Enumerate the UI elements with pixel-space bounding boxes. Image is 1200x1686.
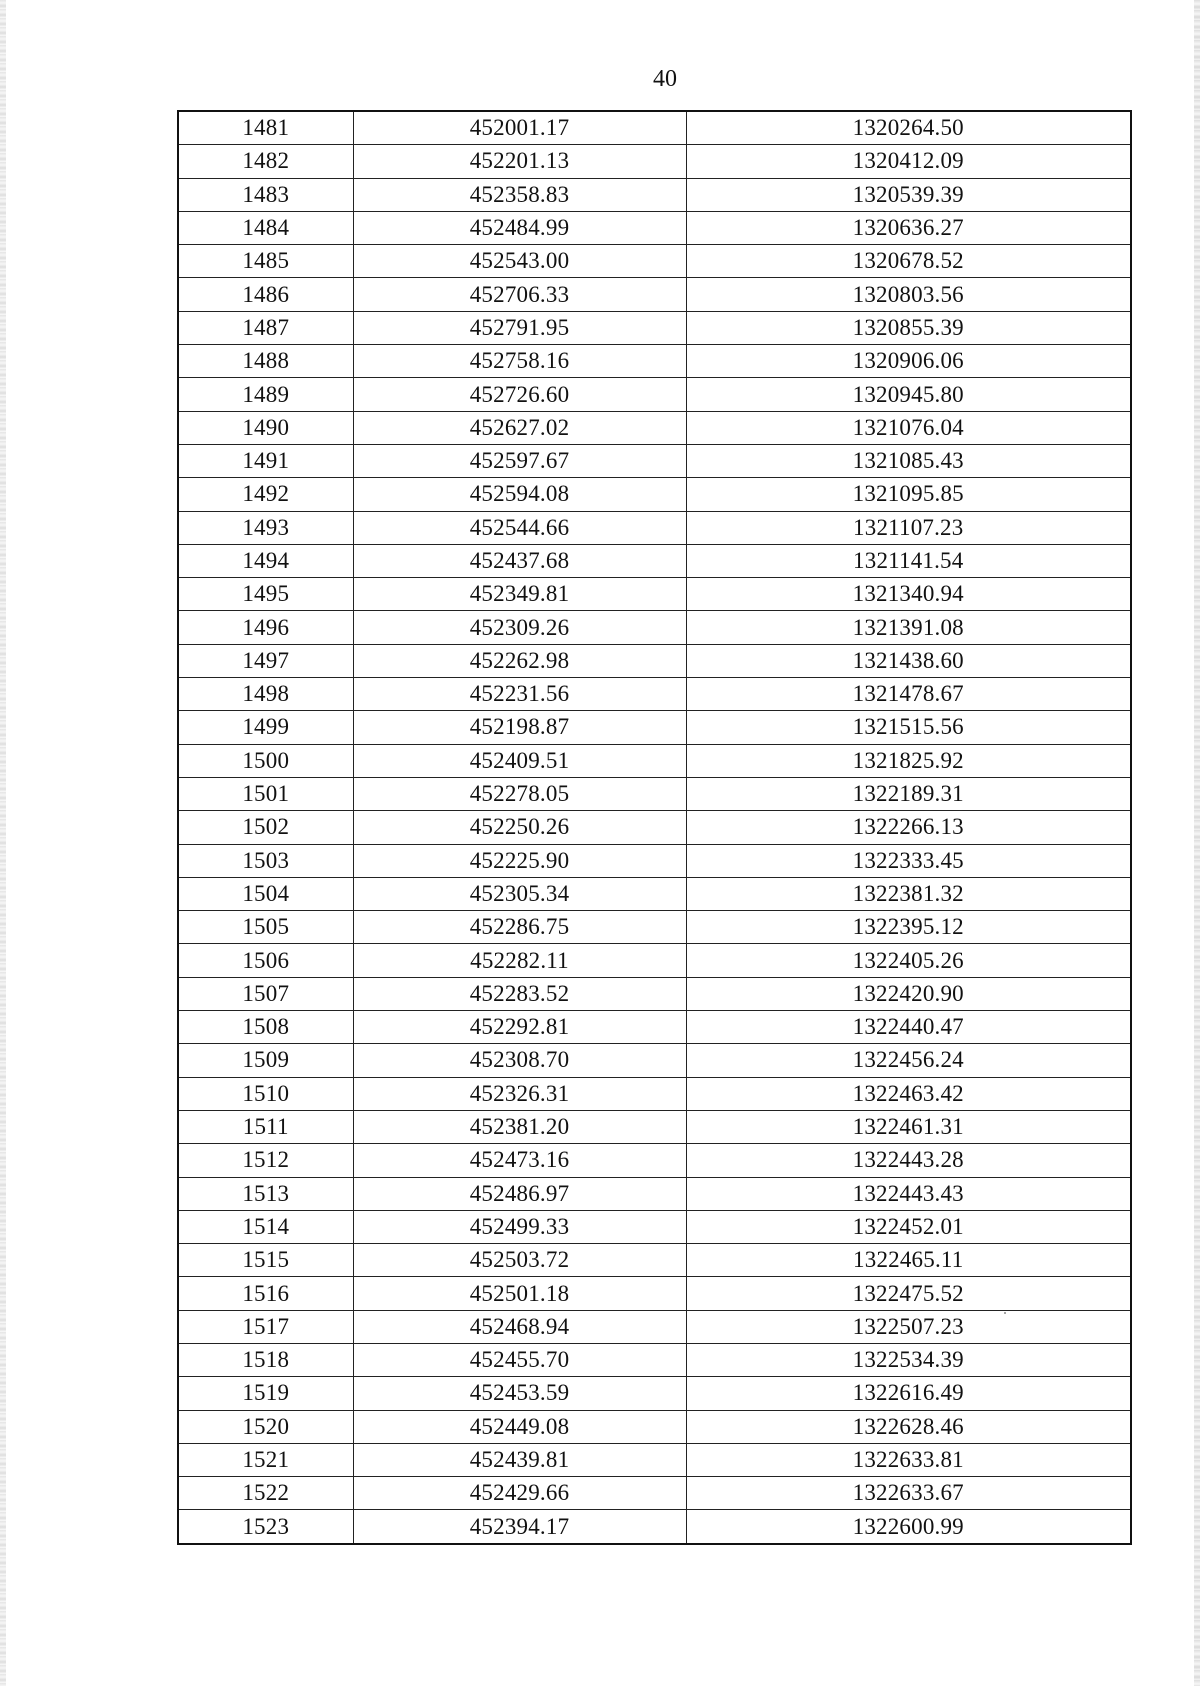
table-row bbox=[178, 1011, 1131, 1044]
y-coordinate-cell: 1322189.31 bbox=[686, 777, 1131, 810]
y-coordinate-cell: 1321107.23 bbox=[686, 511, 1131, 544]
point-number-cell: 1515 bbox=[178, 1244, 353, 1277]
x-coordinate-cell: 452544.66 bbox=[353, 511, 686, 544]
x-coordinate-cell: 452453.59 bbox=[353, 1377, 686, 1410]
table-row bbox=[178, 744, 1131, 777]
y-coordinate-cell: 1320803.56 bbox=[686, 278, 1131, 311]
point-number-cell: 1493 bbox=[178, 511, 353, 544]
y-coordinate-cell: 1322463.42 bbox=[686, 1077, 1131, 1110]
y-coordinate-cell: 1321825.92 bbox=[686, 744, 1131, 777]
y-coordinate-cell: 1322440.47 bbox=[686, 1011, 1131, 1044]
table-row bbox=[178, 1244, 1131, 1277]
table-row bbox=[178, 1477, 1131, 1510]
scan-edge-right bbox=[1194, 0, 1200, 1686]
x-coordinate-cell: 452501.18 bbox=[353, 1277, 686, 1310]
x-coordinate-cell: 452292.81 bbox=[353, 1011, 686, 1044]
x-coordinate-cell: 452484.99 bbox=[353, 211, 686, 244]
point-number-cell: 1507 bbox=[178, 977, 353, 1010]
table-row bbox=[178, 1277, 1131, 1310]
point-number-cell: 1506 bbox=[178, 944, 353, 977]
point-number-cell: 1484 bbox=[178, 211, 353, 244]
table-row bbox=[178, 811, 1131, 844]
x-coordinate-cell: 452499.33 bbox=[353, 1210, 686, 1243]
table-row bbox=[178, 678, 1131, 711]
x-coordinate-cell: 452198.87 bbox=[353, 711, 686, 744]
y-coordinate-cell: 1322633.81 bbox=[686, 1443, 1131, 1476]
y-coordinate-cell: 1320412.09 bbox=[686, 145, 1131, 178]
table-row bbox=[178, 611, 1131, 644]
table-row bbox=[178, 1343, 1131, 1376]
table-row bbox=[178, 511, 1131, 544]
point-number-cell: 1494 bbox=[178, 544, 353, 577]
table-row bbox=[178, 211, 1131, 244]
point-number-cell: 1491 bbox=[178, 444, 353, 477]
table-row bbox=[178, 977, 1131, 1010]
x-coordinate-cell: 452437.68 bbox=[353, 544, 686, 577]
table-row bbox=[178, 1177, 1131, 1210]
y-coordinate-cell: 1322405.26 bbox=[686, 944, 1131, 977]
x-coordinate-cell: 452439.81 bbox=[353, 1443, 686, 1476]
y-coordinate-cell: 1321095.85 bbox=[686, 478, 1131, 511]
y-coordinate-cell: 1322534.39 bbox=[686, 1343, 1131, 1376]
table-row bbox=[178, 1110, 1131, 1143]
point-number-cell: 1523 bbox=[178, 1510, 353, 1544]
table-row bbox=[178, 711, 1131, 744]
y-coordinate-cell: 1321085.43 bbox=[686, 444, 1131, 477]
point-number-cell: 1517 bbox=[178, 1310, 353, 1343]
table-row bbox=[178, 1510, 1131, 1544]
x-coordinate-cell: 452349.81 bbox=[353, 578, 686, 611]
point-number-cell: 1499 bbox=[178, 711, 353, 744]
x-coordinate-cell: 452706.33 bbox=[353, 278, 686, 311]
point-number-cell: 1482 bbox=[178, 145, 353, 178]
table-row bbox=[178, 777, 1131, 810]
point-number-cell: 1521 bbox=[178, 1443, 353, 1476]
table-row bbox=[178, 178, 1131, 211]
table-row bbox=[178, 544, 1131, 577]
point-number-cell: 1508 bbox=[178, 1011, 353, 1044]
y-coordinate-cell: 1322456.24 bbox=[686, 1044, 1131, 1077]
x-coordinate-cell: 452201.13 bbox=[353, 145, 686, 178]
point-number-cell: 1510 bbox=[178, 1077, 353, 1110]
table-row bbox=[178, 877, 1131, 910]
point-number-cell: 1513 bbox=[178, 1177, 353, 1210]
y-coordinate-cell: 1322465.11 bbox=[686, 1244, 1131, 1277]
y-coordinate-cell: 1322443.43 bbox=[686, 1177, 1131, 1210]
point-number-cell: 1501 bbox=[178, 777, 353, 810]
x-coordinate-cell: 452262.98 bbox=[353, 644, 686, 677]
y-coordinate-cell: 1322333.45 bbox=[686, 844, 1131, 877]
y-coordinate-cell: 1321515.56 bbox=[686, 711, 1131, 744]
point-number-cell: 1519 bbox=[178, 1377, 353, 1410]
x-coordinate-cell: 452358.83 bbox=[353, 178, 686, 211]
point-number-cell: 1498 bbox=[178, 678, 353, 711]
point-number-cell: 1520 bbox=[178, 1410, 353, 1443]
x-coordinate-cell: 452455.70 bbox=[353, 1343, 686, 1376]
x-coordinate-cell: 452308.70 bbox=[353, 1044, 686, 1077]
point-number-cell: 1490 bbox=[178, 411, 353, 444]
x-coordinate-cell: 452394.17 bbox=[353, 1510, 686, 1544]
x-coordinate-cell: 452791.95 bbox=[353, 311, 686, 344]
x-coordinate-cell: 452543.00 bbox=[353, 245, 686, 278]
point-number-cell: 1511 bbox=[178, 1110, 353, 1143]
scan-speck bbox=[1004, 1312, 1006, 1314]
table-row bbox=[178, 911, 1131, 944]
page-number: 40 bbox=[653, 66, 677, 92]
coordinate-table-container bbox=[177, 110, 1130, 1545]
table-row bbox=[178, 1410, 1131, 1443]
point-number-cell: 1495 bbox=[178, 578, 353, 611]
y-coordinate-cell: 1322420.90 bbox=[686, 977, 1131, 1010]
table-row bbox=[178, 1210, 1131, 1243]
point-number-cell: 1481 bbox=[178, 111, 353, 145]
y-coordinate-cell: 1320539.39 bbox=[686, 178, 1131, 211]
x-coordinate-cell: 452225.90 bbox=[353, 844, 686, 877]
x-coordinate-cell: 452594.08 bbox=[353, 478, 686, 511]
y-coordinate-cell: 1322452.01 bbox=[686, 1210, 1131, 1243]
table-row bbox=[178, 245, 1131, 278]
y-coordinate-cell: 1321340.94 bbox=[686, 578, 1131, 611]
x-coordinate-cell: 452627.02 bbox=[353, 411, 686, 444]
table-row bbox=[178, 111, 1131, 145]
point-number-cell: 1486 bbox=[178, 278, 353, 311]
scan-edge-left bbox=[0, 0, 6, 1686]
y-coordinate-cell: 1322443.28 bbox=[686, 1144, 1131, 1177]
y-coordinate-cell: 1322616.49 bbox=[686, 1377, 1131, 1410]
x-coordinate-cell: 452473.16 bbox=[353, 1144, 686, 1177]
table-row bbox=[178, 1144, 1131, 1177]
y-coordinate-cell: 1320636.27 bbox=[686, 211, 1131, 244]
table-row bbox=[178, 1377, 1131, 1410]
y-coordinate-cell: 1321478.67 bbox=[686, 678, 1131, 711]
x-coordinate-cell: 452231.56 bbox=[353, 678, 686, 711]
table-row bbox=[178, 1443, 1131, 1476]
x-coordinate-cell: 452468.94 bbox=[353, 1310, 686, 1343]
y-coordinate-cell: 1321141.54 bbox=[686, 544, 1131, 577]
y-coordinate-cell: 1320945.80 bbox=[686, 378, 1131, 411]
x-coordinate-cell: 452758.16 bbox=[353, 345, 686, 378]
point-number-cell: 1483 bbox=[178, 178, 353, 211]
point-number-cell: 1516 bbox=[178, 1277, 353, 1310]
point-number-cell: 1504 bbox=[178, 877, 353, 910]
x-coordinate-cell: 452409.51 bbox=[353, 744, 686, 777]
table-row bbox=[178, 378, 1131, 411]
table-row bbox=[178, 1044, 1131, 1077]
coordinate-table-body bbox=[178, 111, 1131, 1544]
table-row bbox=[178, 478, 1131, 511]
point-number-cell: 1512 bbox=[178, 1144, 353, 1177]
x-coordinate-cell: 452250.26 bbox=[353, 811, 686, 844]
point-number-cell: 1488 bbox=[178, 345, 353, 378]
point-number-cell: 1497 bbox=[178, 644, 353, 677]
x-coordinate-cell: 452503.72 bbox=[353, 1244, 686, 1277]
table-row bbox=[178, 578, 1131, 611]
point-number-cell: 1492 bbox=[178, 478, 353, 511]
y-coordinate-cell: 1322461.31 bbox=[686, 1110, 1131, 1143]
table-row bbox=[178, 145, 1131, 178]
x-coordinate-cell: 452305.34 bbox=[353, 877, 686, 910]
table-row bbox=[178, 444, 1131, 477]
point-number-cell: 1489 bbox=[178, 378, 353, 411]
table-row bbox=[178, 311, 1131, 344]
x-coordinate-cell: 452282.11 bbox=[353, 944, 686, 977]
point-number-cell: 1514 bbox=[178, 1210, 353, 1243]
y-coordinate-cell: 1322266.13 bbox=[686, 811, 1131, 844]
y-coordinate-cell: 1322600.99 bbox=[686, 1510, 1131, 1544]
table-row bbox=[178, 1077, 1131, 1110]
x-coordinate-cell: 452597.67 bbox=[353, 444, 686, 477]
table-row bbox=[178, 644, 1131, 677]
y-coordinate-cell: 1322475.52 bbox=[686, 1277, 1131, 1310]
point-number-cell: 1502 bbox=[178, 811, 353, 844]
x-coordinate-cell: 452001.17 bbox=[353, 111, 686, 145]
table-row bbox=[178, 345, 1131, 378]
y-coordinate-cell: 1322628.46 bbox=[686, 1410, 1131, 1443]
y-coordinate-cell: 1320906.06 bbox=[686, 345, 1131, 378]
x-coordinate-cell: 452429.66 bbox=[353, 1477, 686, 1510]
table-row bbox=[178, 1310, 1131, 1343]
x-coordinate-cell: 452726.60 bbox=[353, 378, 686, 411]
x-coordinate-cell: 452286.75 bbox=[353, 911, 686, 944]
y-coordinate-cell: 1321438.60 bbox=[686, 644, 1131, 677]
y-coordinate-cell: 1322507.23 bbox=[686, 1310, 1131, 1343]
coordinate-table bbox=[177, 110, 1132, 1545]
x-coordinate-cell: 452283.52 bbox=[353, 977, 686, 1010]
x-coordinate-cell: 452309.26 bbox=[353, 611, 686, 644]
point-number-cell: 1509 bbox=[178, 1044, 353, 1077]
y-coordinate-cell: 1322381.32 bbox=[686, 877, 1131, 910]
point-number-cell: 1503 bbox=[178, 844, 353, 877]
point-number-cell: 1496 bbox=[178, 611, 353, 644]
x-coordinate-cell: 452326.31 bbox=[353, 1077, 686, 1110]
x-coordinate-cell: 452278.05 bbox=[353, 777, 686, 810]
y-coordinate-cell: 1321076.04 bbox=[686, 411, 1131, 444]
point-number-cell: 1518 bbox=[178, 1343, 353, 1376]
table-row bbox=[178, 411, 1131, 444]
x-coordinate-cell: 452449.08 bbox=[353, 1410, 686, 1443]
y-coordinate-cell: 1321391.08 bbox=[686, 611, 1131, 644]
table-row bbox=[178, 844, 1131, 877]
y-coordinate-cell: 1320264.50 bbox=[686, 111, 1131, 145]
y-coordinate-cell: 1322395.12 bbox=[686, 911, 1131, 944]
point-number-cell: 1500 bbox=[178, 744, 353, 777]
point-number-cell: 1485 bbox=[178, 245, 353, 278]
table-row bbox=[178, 278, 1131, 311]
x-coordinate-cell: 452381.20 bbox=[353, 1110, 686, 1143]
y-coordinate-cell: 1320678.52 bbox=[686, 245, 1131, 278]
x-coordinate-cell: 452486.97 bbox=[353, 1177, 686, 1210]
y-coordinate-cell: 1320855.39 bbox=[686, 311, 1131, 344]
table-row bbox=[178, 944, 1131, 977]
y-coordinate-cell: 1322633.67 bbox=[686, 1477, 1131, 1510]
point-number-cell: 1505 bbox=[178, 911, 353, 944]
point-number-cell: 1522 bbox=[178, 1477, 353, 1510]
point-number-cell: 1487 bbox=[178, 311, 353, 344]
